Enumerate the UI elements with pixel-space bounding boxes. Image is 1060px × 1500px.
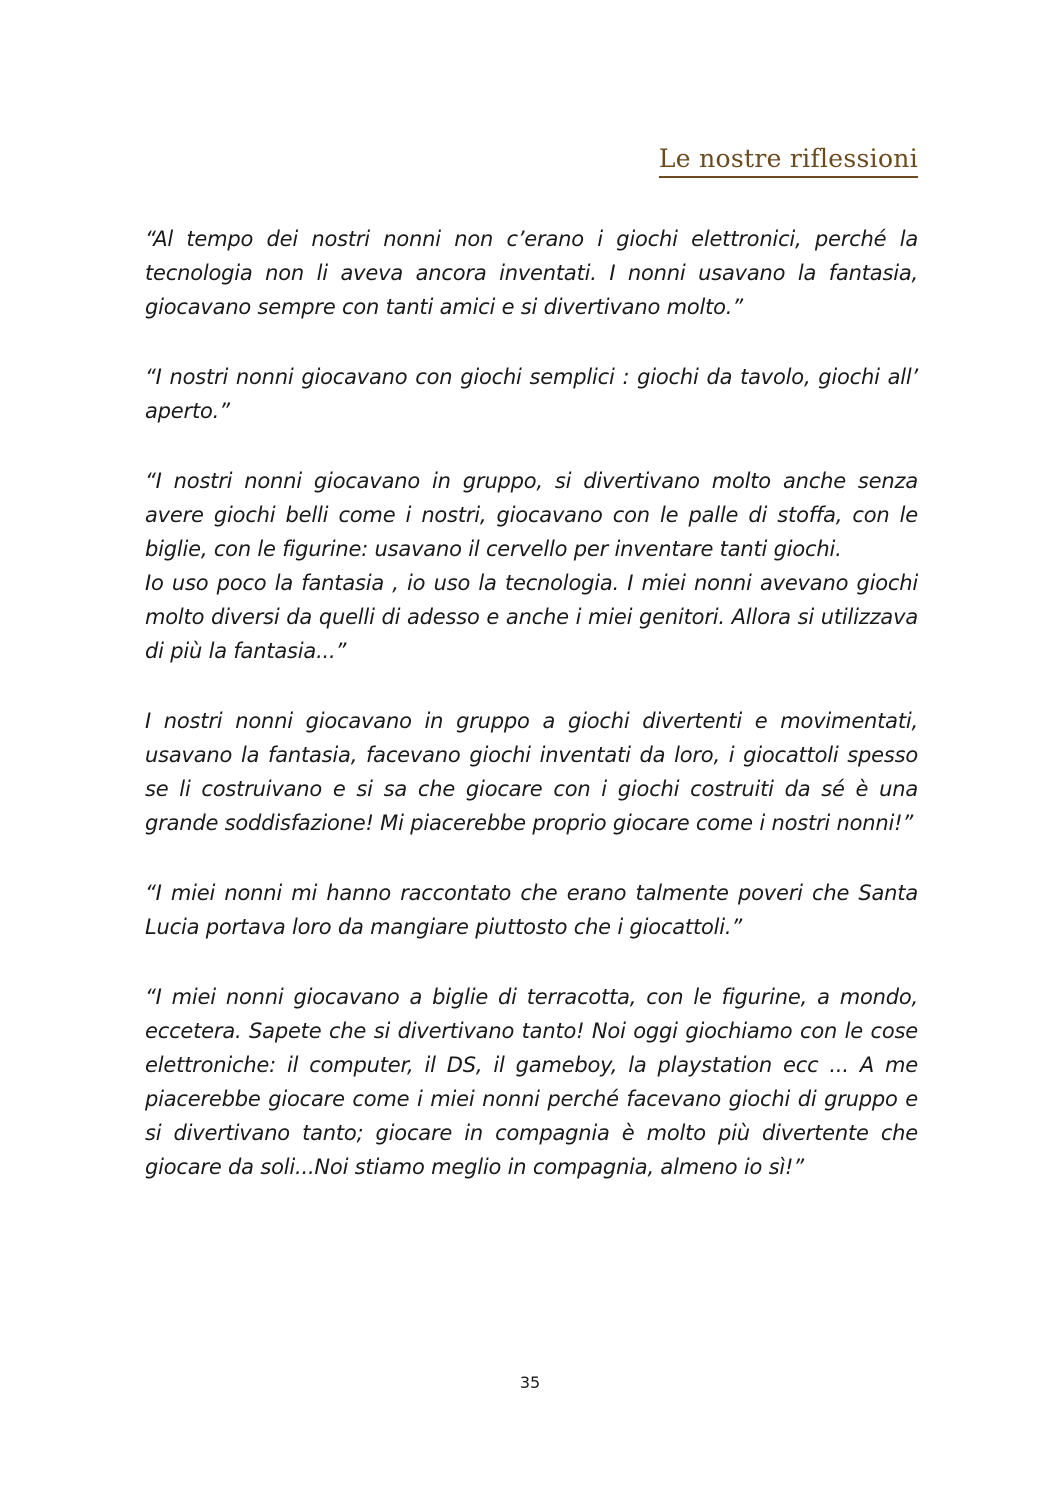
page-title: Le nostre riflessioni: [659, 143, 918, 178]
reflection-paragraph-3: “I nostri nonni giocavano in gruppo, si divertivano molto anche senza avere giochi belli come i nostri, giocavano con le palle di stoffa, con le biglie, con le figurine: usavano il cervello per inventare tanti giochi.: [145, 469, 918, 561]
reflection-paragraph-7: “I miei nonni giocavano a biglie di terracotta, con le figurine, a mondo, eccetera. Sapete che si divertivano tanto! Noi oggi giochiamo con le cose elettroniche: il computer, il DS, il gameboy, la playstation ecc ... A me piacerebbe giocare come i miei nonni perché facevano giochi di gruppo e si divertivano tanto; giocare in compagnia è molto più divertente che giocare da soli...Noi stiamo meglio in compagnia, almeno io sì!”: [145, 985, 918, 1179]
reflection-paragraph-4: Io uso poco la fantasia , io uso la tecnologia. I miei nonni avevano giochi molto diversi da quelli di adesso e anche i miei genitori. Allora si utilizzava di più la fantasia...”: [145, 571, 918, 663]
reflections-body: [145, 222, 918, 1220]
page-number: 35: [519, 1373, 541, 1392]
reflection-paragraph-1: “Al tempo dei nostri nonni non c’erano i giochi elettronici, perché la tecnologia non li aveva ancora inventati. I nonni usavano la fantasia, giocavano sempre con tanti amici e si divertivano molto.”: [145, 227, 918, 319]
reflection-paragraph-5: I nostri nonni giocavano in gruppo a giochi divertenti e movimentati, usavano la fantasia, facevano giochi inventati da loro, i giocattoli spesso se li costruivano e si sa che giocare con i giochi costruiti da sé è una grande soddisfazione! Mi piacerebbe proprio giocare come i nostri nonni!”: [145, 709, 918, 835]
reflection-paragraph-6: “I miei nonni mi hanno raccontato che erano talmente poveri che Santa Lucia portava loro da mangiare piuttosto che i giocattoli.”: [145, 881, 918, 939]
reflection-paragraph-2: “I nostri nonni giocavano con giochi semplici : giochi da tavolo, giochi all’ aperto.”: [145, 365, 918, 423]
